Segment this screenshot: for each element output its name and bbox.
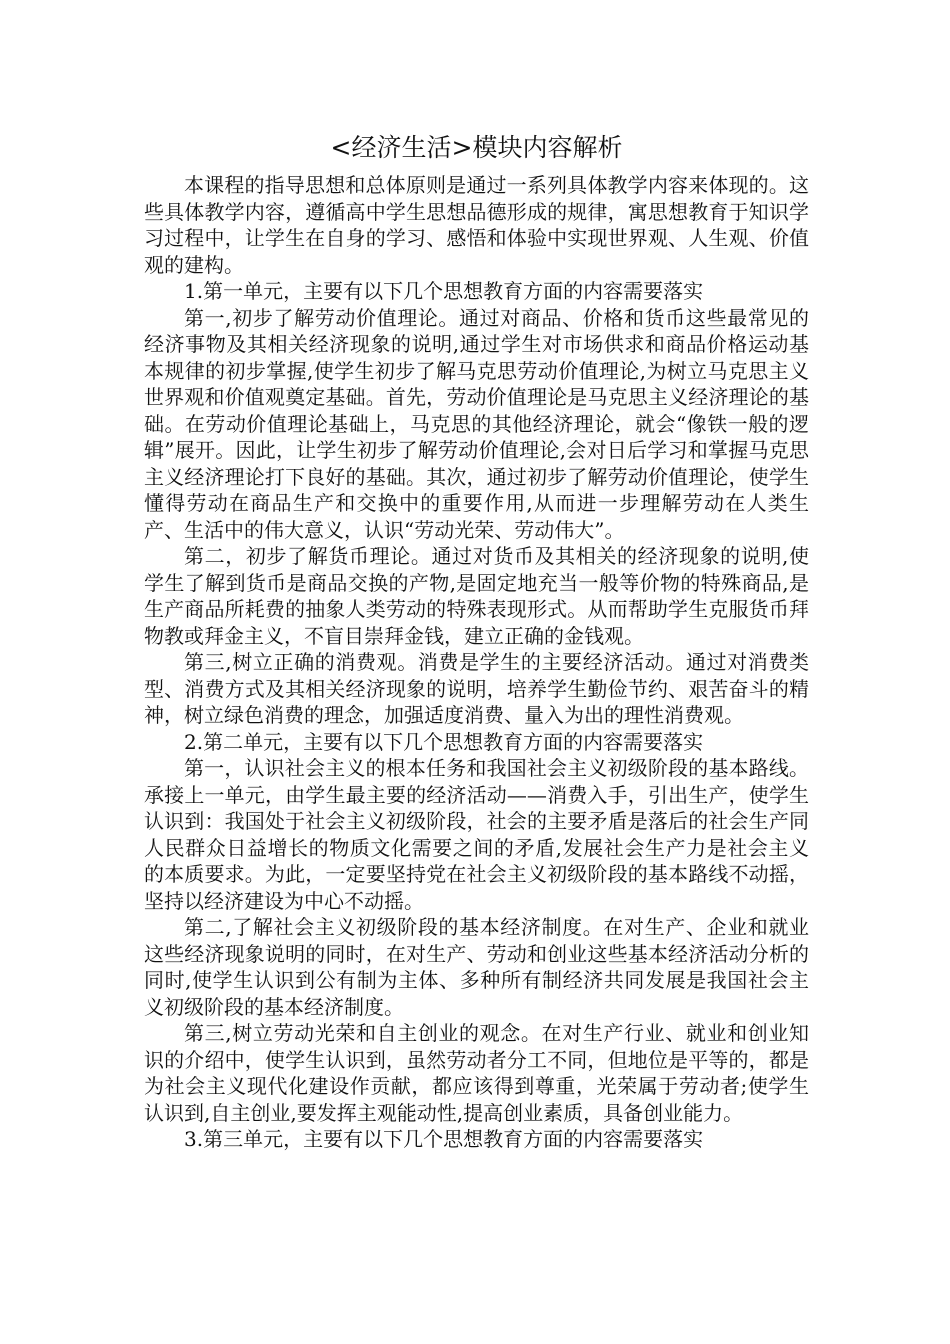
document-title: <经济生活>模块内容解析 xyxy=(330,133,623,162)
unit-2-heading: 2.第二单元，主要有以下几个思想教育方面的内容需要落实 xyxy=(184,729,704,754)
unit-2-point-2: 第二,了解社会主义初级阶段的基本经济制度。在对生产、企业和就业这些经济现象说明的同时，在对生产、劳动和创业这些基本经济活动分析的同时,使学生认识到公有制为主体、多种所有制经济共同发展是我国社会主义初级阶段的基本经济制度。 xyxy=(144,915,809,1019)
unit-3-heading: 3.第三单元，主要有以下几个思想教育方面的内容需要落实 xyxy=(184,1127,704,1151)
document-page xyxy=(144,128,809,1153)
unit-2-point-3: 第三,树立劳动光荣和自主创业的观念。在对生产行业、就业和创业知识的介绍中，使学生认识到，虽然劳动者分工不同，但地位是平等的，都是为社会主义现代化建设作贡献，都应该得到尊重，光荣属于劳动者;使学生认识到,自主创业,要发挥主观能动性,提高创业素质，具备创业能力。 xyxy=(144,1021,809,1125)
intro-paragraph: 本课程的指导思想和总体原则是通过一系列具体教学内容来体现的。这些具体教学内容，遵循高中学生思想品德形成的规律，寓思想教育于知识学习过程中，让学生在自身的学习、感悟和体验中实现世界观、人生观、价值观的建构。 xyxy=(144,173,809,277)
unit-1-point-3: 第三,树立正确的消费观。消费是学生的主要经济活动。通过对消费类型、消费方式及其相关经济现象的说明，培养学生勤俭节约、艰苦奋斗的精神，树立绿色消费的理念，加强适度消费、量入为出的理性消费观。 xyxy=(144,650,809,727)
unit-1-heading: 1.第一单元，主要有以下几个思想教育方面的内容需要落实 xyxy=(184,279,704,303)
unit-2-point-1: 第一，认识社会主义的根本任务和我国社会主义初级阶段的基本路线。承接上一单元，由学生最主要的经济活动——消费入手，引出生产，使学生认识到：我国处于社会主义初级阶段，社会的主要矛盾是落后的社会生产同人民群众日益增长的物质文化需要之间的矛盾,发展社会生产力是社会主义的本质要求。为此，一定要坚持党在社会主义初级阶段的基本路线不动摇，坚持以经济建设为中心不动摇。 xyxy=(144,756,809,913)
unit-1-point-2: 第二，初步了解货币理论。通过对货币及其相关的经济现象的说明,使学生了解到货币是商品交换的产物,是固定地充当一般等价物的特殊商品,是生产商品所耗费的抽象人类劳动的特殊表现形式。从而帮助学生克服货币拜物教或拜金主义，不盲目崇拜金钱，建立正确的金钱观。 xyxy=(144,544,809,648)
unit-1-point-1: 第一,初步了解劳动价值理论。通过对商品、价格和货币这些最常见的经济事物及其相关经济现象的说明,通过学生对市场供求和商品价格运动基本规律的初步掌握,使学生初步了解马克思劳动价值理论,为树立马克思主义世界观和价值观奠定基础。首先，劳动价值理论是马克思主义经济理论的基础。在劳动价值理论基础上，马克思的其他经济理论，就会“像铁一般的逻辑”展开。因此，让学生初步了解劳动价值理论,会对日后学习和掌握马克思主义经济理论打下良好的基础。其次，通过初步了解劳动价值理论，使学生懂得劳动在商品生产和交换中的重要作用,从而进一步理解劳动在人类生产、生活中的伟大意义，认识“劳动光荣、劳动伟大”。 xyxy=(144,305,809,542)
